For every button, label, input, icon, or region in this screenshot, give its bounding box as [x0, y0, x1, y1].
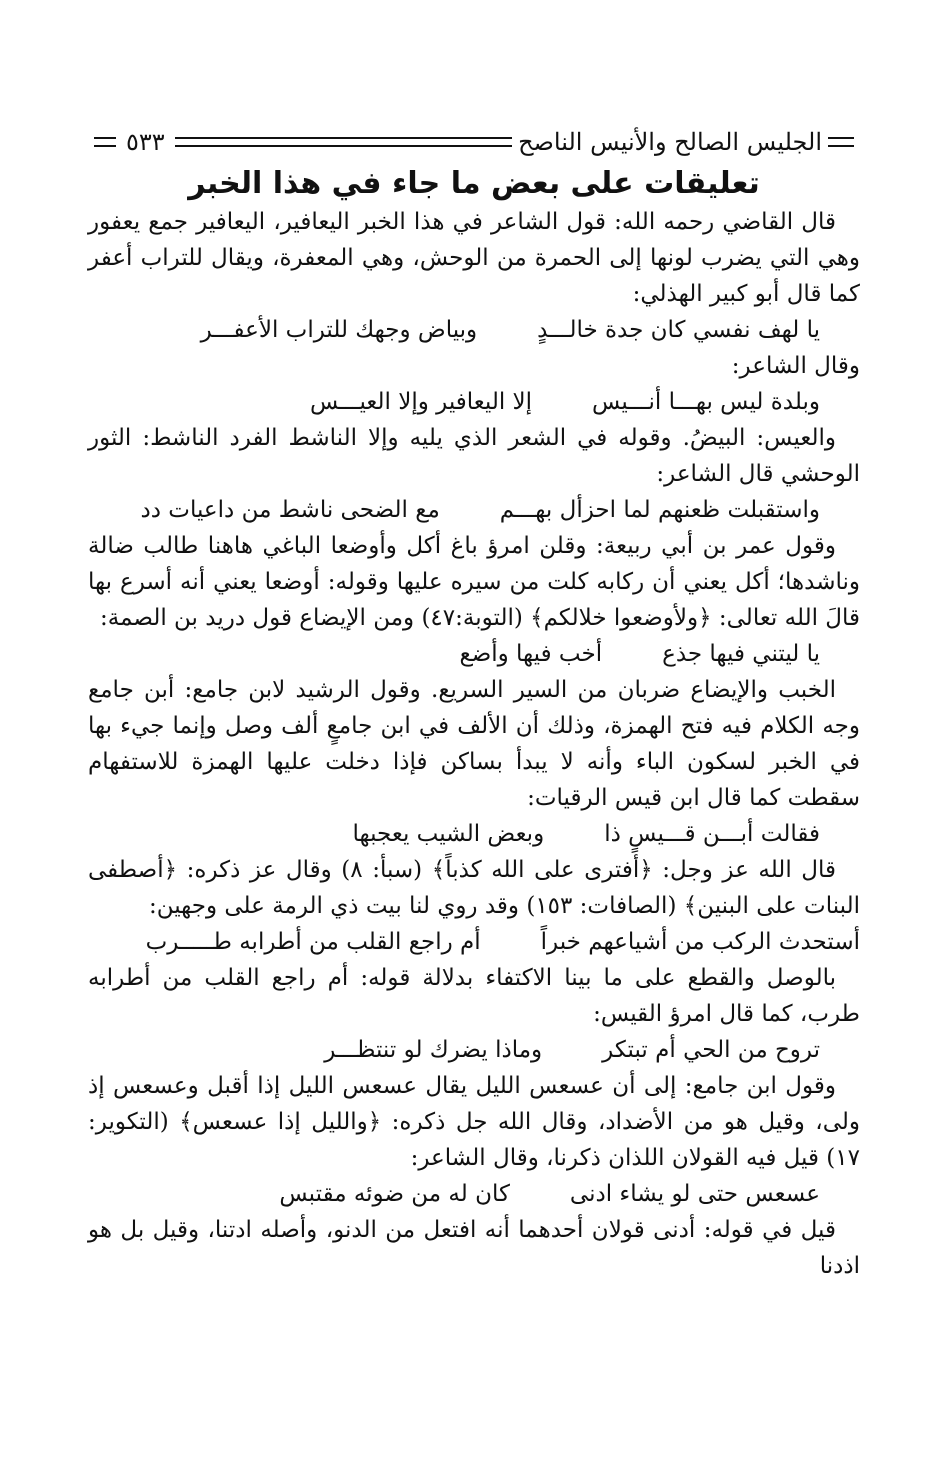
verse-second-hemistich: وبياض وجهك للتراب الأعفـــر: [200, 317, 478, 343]
verse-second-hemistich: كان له من ضوئه مقتبس: [279, 1181, 510, 1207]
verse: [88, 816, 860, 852]
verse-first-hemistich: يا ليتني فيها جذع: [662, 641, 820, 667]
paragraph: وقول عمر بن أبي ربيعة: وقلن امرؤ باغ أكل وأوضعا الباغي هاهنا طالب ضالة وناشدها؛ أكل يعني أن ركابه كلت من سيره عليها وقوله: أوضعا يعني أنه أسرع بها قالَ الله تعالى: ﴿ولأوضعوا خلالكم﴾ (التوبة:٤٧) ومن الإيضاع قول دريد بن الصمة:: [88, 533, 860, 631]
verse-first-hemistich: أستحدث الركب من أشياعهم خبراً: [540, 929, 860, 955]
verse: [88, 924, 860, 960]
paragraph: وقول ابن جامع: إلى أن عسعس الليل يقال عسعس الليل إذا أقبل وعسعس إذ ولى، وقيل هو من الأضداد، وقال الله جل ذكره: ﴿والليل إذا عسعس﴾ (التكوير: ١٧) قيل فيه القولان اللذان ذكرنا، وقال الشاعر:: [88, 1073, 860, 1171]
verse-first-hemistich: واستقبلت ظعنهم لما احزأل بهـــم: [499, 497, 820, 523]
verse: [88, 384, 860, 420]
paragraph: قال الله عز وجل: ﴿أفترى على الله كذباً﴾ (سبأ: ٨) وقال عز ذكره: ﴿أصطفى البنات على البنين﴾ (الصافات: ١٥٣) وقد روي لنا بيت ذي الرمة على وجهين:: [88, 857, 860, 919]
header-rule-left: [94, 137, 116, 147]
book-title: الجليس الصالح والأنيس الناصح: [518, 128, 822, 156]
verse-second-hemistich: إلا اليعافير وإلا العيـــس: [309, 389, 533, 415]
verse: [88, 492, 860, 528]
page-number: ٥٣٣: [126, 128, 165, 156]
verse: [88, 1032, 860, 1068]
running-header: [88, 126, 860, 158]
paragraph: قيل في قوله: أدنى قولان أحدهما أنه افتعل من الدنو، وأصله ادتنا، وقيل بل هو اذدنا: [88, 1217, 860, 1279]
verse-second-hemistich: وماذا يضرك لو تنتظـــر: [324, 1037, 543, 1063]
verse-first-hemistich: وبلدة ليس بهـــا أنـــيس: [592, 389, 820, 415]
verse-first-hemistich: عسعس حتى لو يشاء ادنى: [569, 1181, 820, 1207]
text-line: وقال الشاعر:: [731, 353, 860, 379]
verse-first-hemistich: فقالت أبـــن قـــيسٍ ذا: [604, 821, 820, 847]
paragraph: والعيس: البيضُ. وقوله في الشعر الذي يليه وإلا الناشط الفرد الناشط: الثور الوحشي قال الشاعر:: [88, 425, 860, 487]
verse-second-hemistich: أخب فيها وأضع: [459, 641, 603, 667]
header-rule-right: [828, 137, 854, 147]
section-title: تعليقات على بعض ما جاء في هذا الخبر: [188, 166, 760, 201]
body-text: [88, 204, 860, 1284]
verse-second-hemistich: وبعض الشيب يعجبها: [352, 821, 545, 847]
paragraph: الخبب والإيضاع ضربان من السير السريع. وقول الرشيد لابن جامع: أبن جامع وجه الكلام فيه فتح الهمزة، وذلك أن الألف في ابن جامعٍ ألف وصل وإنما جيء بها في الخبر لسكون الباء وأنه لا يبدأ بساكن فإذا دخلت عليها الهمزة للاستفهام سقطت كما قال ابن قيس الرقيات:: [88, 677, 860, 811]
verse-first-hemistich: يا لهف نفسي كان جدة خالـــدٍ: [537, 317, 820, 343]
verse: [88, 1176, 860, 1212]
verse-second-hemistich: مع الضحى ناشط من داعيات دد: [140, 497, 440, 523]
paragraph: بالوصل والقطع على ما بينا الاكتفاء بدلالة قوله: أم راجع القلب من أطرابه طرب، كما قال امرؤ القيس:: [88, 965, 860, 1027]
verse-first-hemistich: تروح من الحي أم تبتكر: [602, 1037, 820, 1063]
verse-second-hemistich: أم راجع القلب من أطرابه طـــــرب: [145, 929, 481, 955]
verse: [88, 636, 860, 672]
verse: [88, 312, 860, 348]
header-rule-middle: [175, 137, 512, 147]
paragraph: قال القاضي رحمه الله: قول الشاعر في هذا الخبر اليعافير، اليعافير جمع يعفور وهي التي يضرب لونها إلى الحمرة من الوحش، وهي المعفرة، ويقال للتراب أعفر كما قال أبو كبير الهذلي:: [88, 209, 860, 307]
